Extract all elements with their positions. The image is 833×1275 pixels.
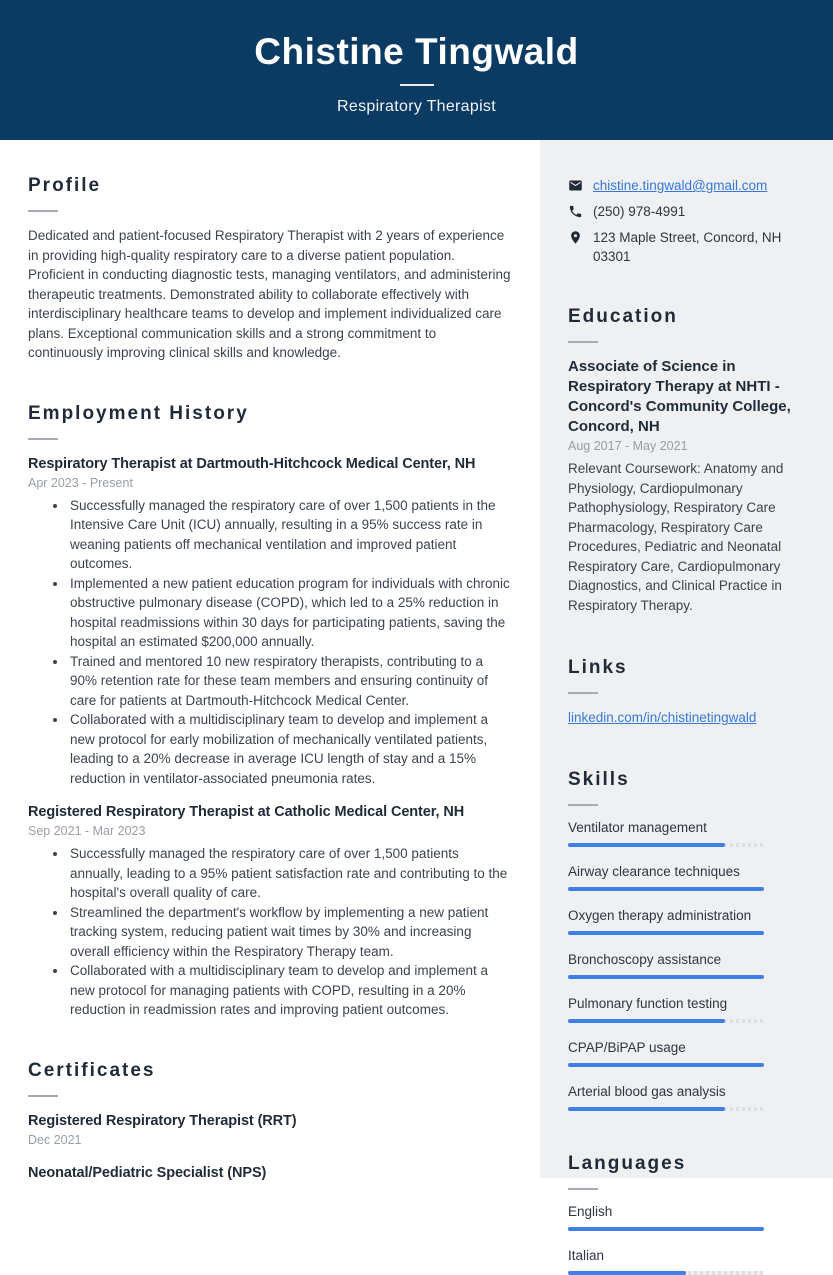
certificate-entry <box>28 1163 512 1183</box>
skill-item <box>568 952 805 979</box>
language-item <box>568 1248 805 1275</box>
skill-bar-track <box>568 843 764 847</box>
skill-label: Pulmonary function testing <box>568 996 728 1011</box>
skill-label: Oxygen therapy administration <box>568 908 752 923</box>
sidebar-column <box>540 140 833 1263</box>
name-underline-rule <box>400 84 434 86</box>
certificate-dates: Dec 2021 <box>28 1132 82 1147</box>
skill-bar-fill <box>568 1107 725 1111</box>
phone-icon <box>568 204 583 219</box>
email-link[interactable]: chistine.tingwald@gmail.com <box>593 178 768 193</box>
job-title-line: Registered Respiratory Therapist at Catholic Medical Center, NH <box>28 804 465 820</box>
heading-rule <box>568 692 598 694</box>
job-entry <box>28 802 512 1020</box>
phone-number: (250) 978-4991 <box>593 204 686 219</box>
language-bar-track <box>568 1271 764 1275</box>
skill-bar-track <box>568 975 764 979</box>
skill-item <box>568 996 805 1023</box>
languages-heading: Languages <box>568 1153 687 1174</box>
skill-bar-fill <box>568 1019 725 1023</box>
skill-label: CPAP/BiPAP usage <box>568 1040 686 1055</box>
language-bar-fill <box>568 1271 686 1275</box>
skill-bar-track <box>568 887 764 891</box>
job-bullet: • Streamlined the department's workflow by implementing a new patient tracking system, reducing patient wait times by 30% and increasing overall efficiency within the Respiratory Therapy team. <box>68 903 512 962</box>
certificates-section <box>28 1060 512 1183</box>
education-description: Relevant Coursework: Anatomy and Physiology, Cardiopulmonary Pathophysiology, Respiratory Care Pharmacology, Respiratory Care Procedures, Pediatric and Neonatal Respiratory Care, Cardiopulmonary Diagnostics, and Clinical Practice in Respiratory Therapy. <box>568 461 784 613</box>
header-band <box>0 0 833 140</box>
postal-address: 123 Maple Street, Concord, NH 03301 <box>593 230 782 264</box>
language-bar-track <box>568 1227 764 1231</box>
skill-label: Arterial blood gas analysis <box>568 1084 726 1099</box>
skill-bar-track <box>568 931 764 935</box>
profile-heading: Profile <box>28 175 102 196</box>
education-dates: Aug 2017 - May 2021 <box>568 439 688 453</box>
skill-bar-track <box>568 1019 764 1023</box>
language-bar-fill <box>568 1227 764 1231</box>
skill-bar-track <box>568 1107 764 1111</box>
education-heading: Education <box>568 306 678 327</box>
heading-rule <box>568 1188 598 1190</box>
language-item <box>568 1204 805 1231</box>
heading-rule <box>568 804 598 806</box>
job-title-line: Respiratory Therapist at Dartmouth-Hitchcock Medical Center, NH <box>28 455 476 472</box>
heading-rule <box>28 1095 58 1097</box>
job-bullet: • Implemented a new patient education program for individuals with chronic obstructive pulmonary disease (COPD), which led to a 25% reduction in hospital readmissions within 30 days for participating patients, saving the hospital an estimated $200,000 annually. <box>68 574 512 652</box>
skill-item <box>568 1084 805 1111</box>
skill-label: Bronchoscopy assistance <box>568 952 722 967</box>
skill-bar-fill <box>568 1063 764 1067</box>
skill-bar-fill <box>568 975 764 979</box>
job-dates: Apr 2023 - Present <box>28 475 133 490</box>
job-bullet-list <box>28 496 512 789</box>
job-bullet: • Collaborated with a multidisciplinary team to develop and implement a new protocol for managing patients with COPD, resulting in a 20% reduction in readmission rates and improving patient outcomes. <box>68 961 512 1020</box>
job-dates: Sep 2021 - Mar 2023 <box>28 824 146 838</box>
job-bullet: • Successfully managed the respiratory care of over 1,500 patients annually, leading to a 95% patient satisfaction rate and contributing to the hospital's overall quality of care. <box>68 844 512 903</box>
skills-heading: Skills <box>568 769 630 790</box>
skill-item <box>568 820 805 847</box>
job-bullet: • Successfully managed the respiratory care of over 1,500 patients in the Intensive Care Unit (ICU) annually, resulting in a 95% success rate in weaning patients off mechanical ventilation and improved patient outcomes. <box>68 496 512 574</box>
content-columns <box>0 140 833 1263</box>
certificate-entry <box>28 1111 512 1147</box>
skills-section <box>568 769 805 1111</box>
profile-section <box>28 175 512 363</box>
profile-text: Dedicated and patient-focused Respiratory Therapist with 2 years of experience in providing high-quality respiratory care to a diverse patient population. Proficient in conducting diagnostic tests, managing ventilators, and administering therapeutic treatments. Demonstrated ability to collaborate effectively with interdisciplinary healthcare teams to develop and implement individualized care plans. Exceptional communication skills and a strong commitment to continuously improving clinical skills and knowledge. <box>28 228 511 360</box>
skill-label: Airway clearance techniques <box>568 864 740 879</box>
employment-history-section <box>28 403 512 1020</box>
heading-rule <box>28 210 58 212</box>
skill-item <box>568 864 805 891</box>
skill-label: Ventilator management <box>568 820 707 835</box>
person-job-title: Respiratory Therapist <box>337 97 496 115</box>
links-heading: Links <box>568 657 628 678</box>
job-entry <box>28 454 512 789</box>
skill-item <box>568 908 805 935</box>
language-label: English <box>568 1204 613 1219</box>
heading-rule <box>28 438 58 440</box>
location-pin-icon <box>568 230 583 245</box>
language-label: Italian <box>568 1248 605 1263</box>
skill-bar-track <box>568 1063 764 1067</box>
email-icon <box>568 178 583 193</box>
job-bullet: • Collaborated with a multidisciplinary team to develop and implement a new protocol for early mobilization of mechanically ventilated patients, leading to a 20% decrease in average ICU length of stay and a 15% reduction in ventilator-associated pneumonia rates. <box>68 710 512 788</box>
heading-rule <box>568 341 598 343</box>
linkedin-link[interactable]: linkedin.com/in/chistinetingwald <box>568 710 757 725</box>
certificate-title: Registered Respiratory Therapist (RRT) <box>28 1112 297 1129</box>
skill-bar-fill <box>568 931 764 935</box>
contact-block <box>568 176 805 266</box>
employment-history-heading: Employment History <box>28 402 249 424</box>
skill-bar-fill <box>568 843 725 847</box>
skill-bar-fill <box>568 887 764 891</box>
job-bullet-list <box>28 844 512 1020</box>
skill-item <box>568 1040 805 1067</box>
links-section <box>568 657 805 727</box>
contact-email-row <box>568 176 805 195</box>
certificate-title: Neonatal/Pediatric Specialist (NPS) <box>28 1164 267 1181</box>
certificates-heading: Certificates <box>28 1059 156 1081</box>
job-bullet: • Trained and mentored 10 new respiratory therapists, contributing to a 90% retention rate for these team members and ensuring continuity of care for patients at Dartmouth-Hitchcock Medical Center. <box>68 652 512 711</box>
education-degree: Associate of Science in Respiratory Therapy at NHTI - Concord's Community College, Concord, NH <box>568 358 791 435</box>
languages-section <box>568 1153 805 1275</box>
person-name: Chistine Tingwald <box>254 31 579 73</box>
contact-address-row <box>568 228 805 266</box>
education-section <box>568 306 805 615</box>
contact-phone-row <box>568 202 805 221</box>
main-column <box>0 140 540 1181</box>
